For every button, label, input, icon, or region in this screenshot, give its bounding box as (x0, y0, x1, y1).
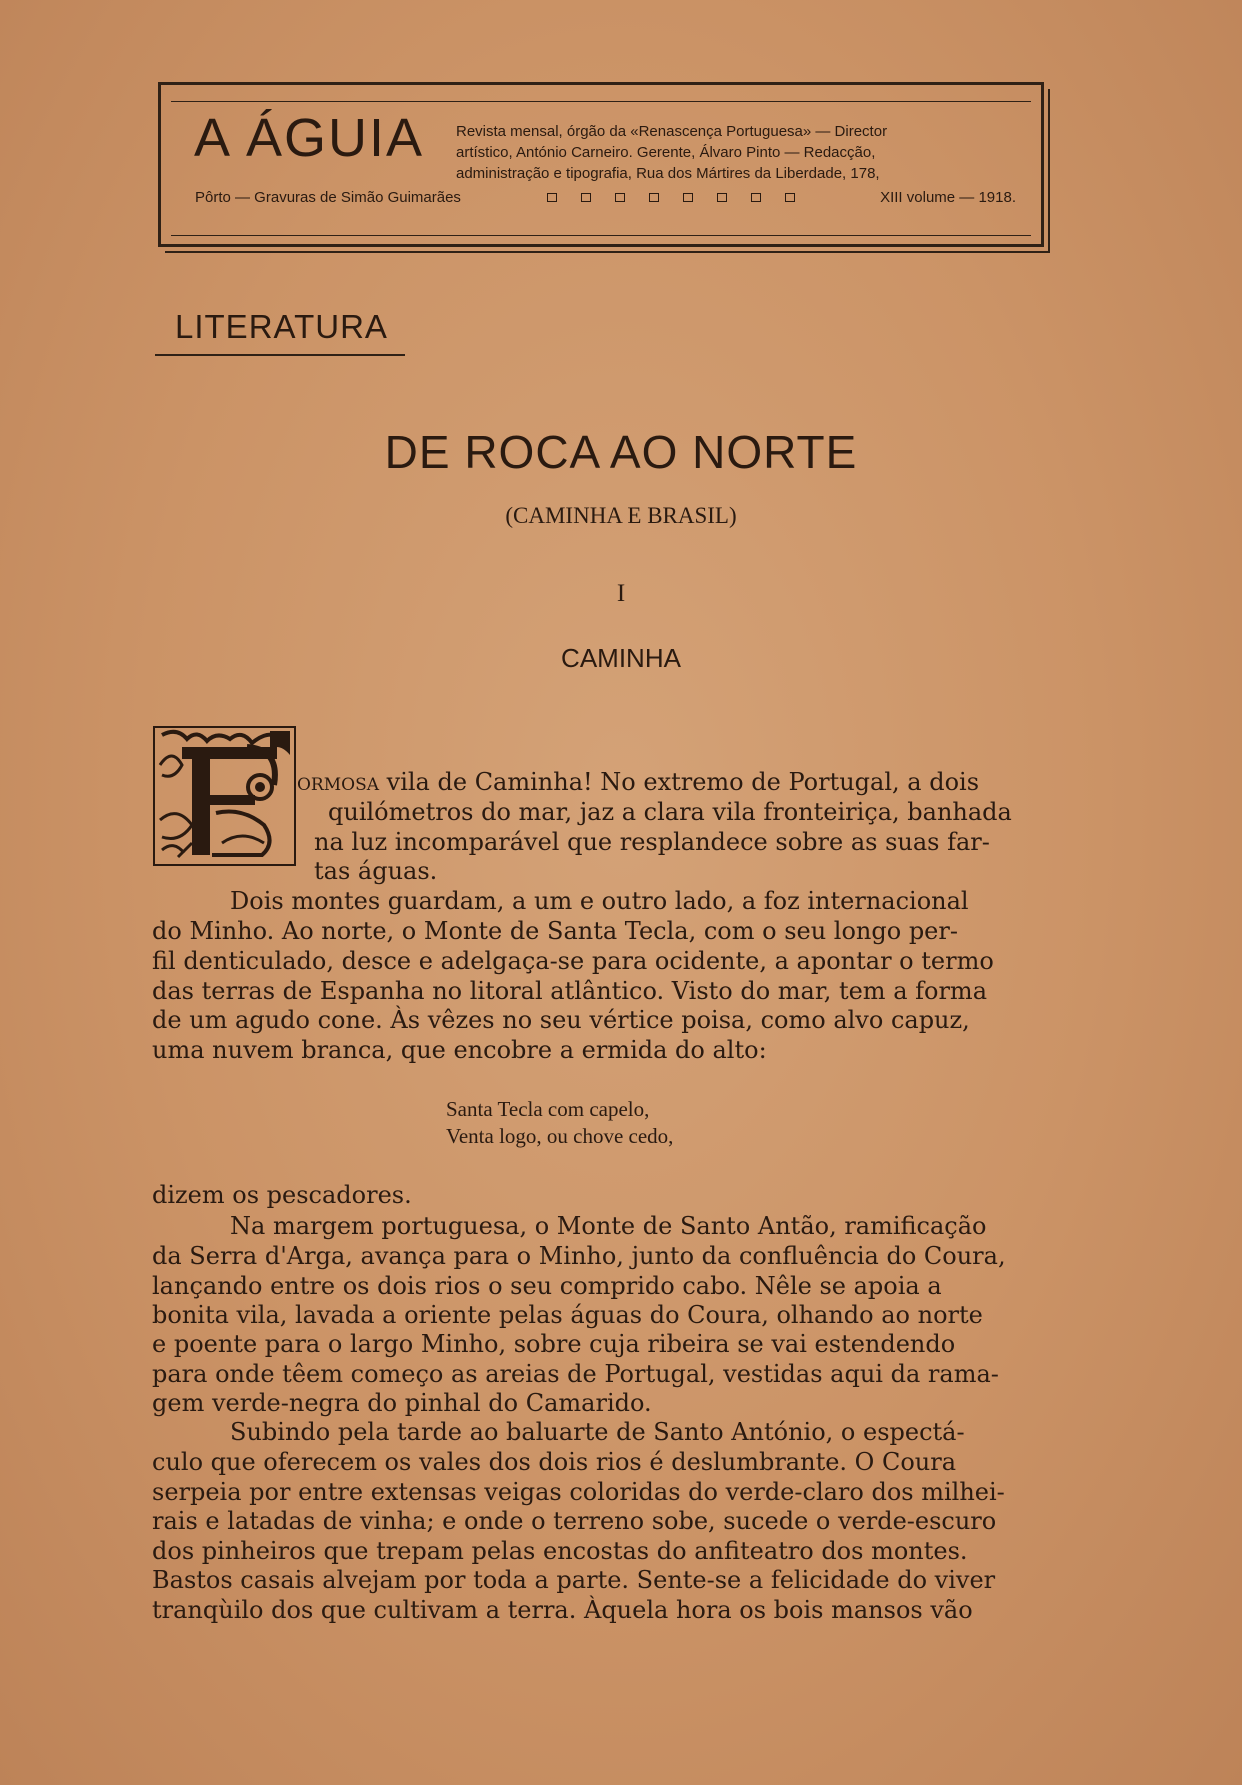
square-ornament-icon (581, 193, 591, 202)
lead-small-caps: ormosa (297, 768, 380, 796)
masthead-footer (195, 189, 1016, 206)
body-line: das terras de Espanha no litoral atlântico. Visto do mar, tem a forma (152, 977, 987, 1005)
body-line: na luz incomparável que resplandece sobre as suas far- (314, 828, 990, 856)
body-line: dos pinheiros que trepam pelas encostas do anfiteatro dos montes. (152, 1537, 968, 1565)
body-line: Bastos casais alvejam por toda a parte. Sente-se a felicidade do viver (152, 1566, 996, 1594)
body-line: para onde têem começo as areias de Portugal, vestidas aqui da rama- (152, 1360, 999, 1388)
body-line: tas águas. (314, 857, 438, 885)
body-line: culo que oferecem os vales dos dois rios é deslumbrante. O Coura (152, 1448, 957, 1476)
verse-line: Venta logo, ou chove cedo, (446, 1124, 674, 1148)
square-ornament-icon (717, 193, 727, 202)
masthead-description (456, 121, 1026, 184)
body-line: lançando entre os dois rios o seu comprido cabo. Nêle se apoia a (152, 1272, 942, 1300)
verse-line: Santa Tecla com capelo, (446, 1097, 650, 1121)
body-line (297, 768, 979, 796)
body-line: e poente para o largo Minho, sobre cuja ribeira se vai estendendo (152, 1330, 956, 1358)
body-line: bonita vila, lavada a oriente pelas águas do Coura, olhando ao norte (152, 1301, 983, 1329)
body-line: dizem os pescadores. (152, 1181, 412, 1209)
body-line: serpeia por entre extensas veigas coloridas do verde-claro dos milhei- (152, 1478, 1005, 1506)
masthead (158, 82, 1044, 247)
masthead-footer-right: XIII volume — 1918. (880, 189, 1016, 206)
body-line-text: vila de Caminha! No extremo de Portugal, a dois (379, 768, 980, 796)
masthead-desc-line: administração e tipografia, Rua dos Mártires da Liberdade, 178, (456, 165, 880, 182)
body-line: quilómetros do mar, jaz a clara vila fronteiriça, banhada (328, 798, 1012, 826)
square-ornament-icon (785, 193, 795, 202)
body-line: da Serra d'Arga, avança para o Minho, junto da confluência do Coura, (152, 1242, 1006, 1270)
body-line: rais e latadas de vinha; e onde o terreno sobe, sucede o verde-escuro (152, 1507, 997, 1535)
body-line: gem verde-negra do pinhal do Camarido. (152, 1389, 652, 1417)
square-ornament-icon (547, 193, 557, 202)
body-line: Dois montes guardam, a um e outro lado, a foz internacional (230, 887, 969, 915)
section-underline (155, 354, 405, 356)
body-line: uma nuvem branca, que encobre a ermida do alto: (152, 1036, 767, 1064)
body-line: de um agudo cone. Às vêzes no seu vértice poisa, como alvo capuz, (152, 1006, 970, 1034)
article-subtitle: (CAMINHA E BRASIL) (505, 503, 737, 528)
square-ornament-icon (615, 193, 625, 202)
body-line: Subindo pela tarde ao baluarte de Santo António, o espectá- (230, 1418, 965, 1446)
journal-logo: A ÁGUIA (194, 108, 425, 168)
part-number: I (616, 580, 626, 607)
masthead-footer-left: Pôrto — Gravuras de Simão Guimarães (195, 189, 461, 206)
square-ornament-icon (683, 193, 693, 202)
square-ornament-icon (751, 193, 761, 202)
body-line: fil denticulado, desce e adelgaça-se para ocidente, a apontar o termo (152, 947, 994, 975)
masthead-desc-line: Revista mensal, órgão da «Renascença Portuguesa» — Director (456, 123, 888, 140)
section-label: LITERATURA (175, 308, 388, 345)
body-line: tranqùilo dos que cultivam a terra. Àquela hora os bois mansos vão (152, 1596, 973, 1624)
square-ornament-icon (649, 193, 659, 202)
article-title: DE ROCA AO NORTE (384, 426, 858, 478)
masthead-desc-line: artístico, António Carneiro. Gerente, Álvaro Pinto — Redacção, (456, 144, 876, 161)
ornament-boxes (547, 193, 795, 202)
body-line: Na margem portuguesa, o Monte de Santo Antão, ramificação (230, 1212, 987, 1240)
ornamental-dropcap-f-icon (152, 725, 297, 867)
part-title: CAMINHA (561, 643, 681, 673)
body-line: do Minho. Ao norte, o Monte de Santa Tecla, com o seu longo per- (152, 917, 958, 945)
